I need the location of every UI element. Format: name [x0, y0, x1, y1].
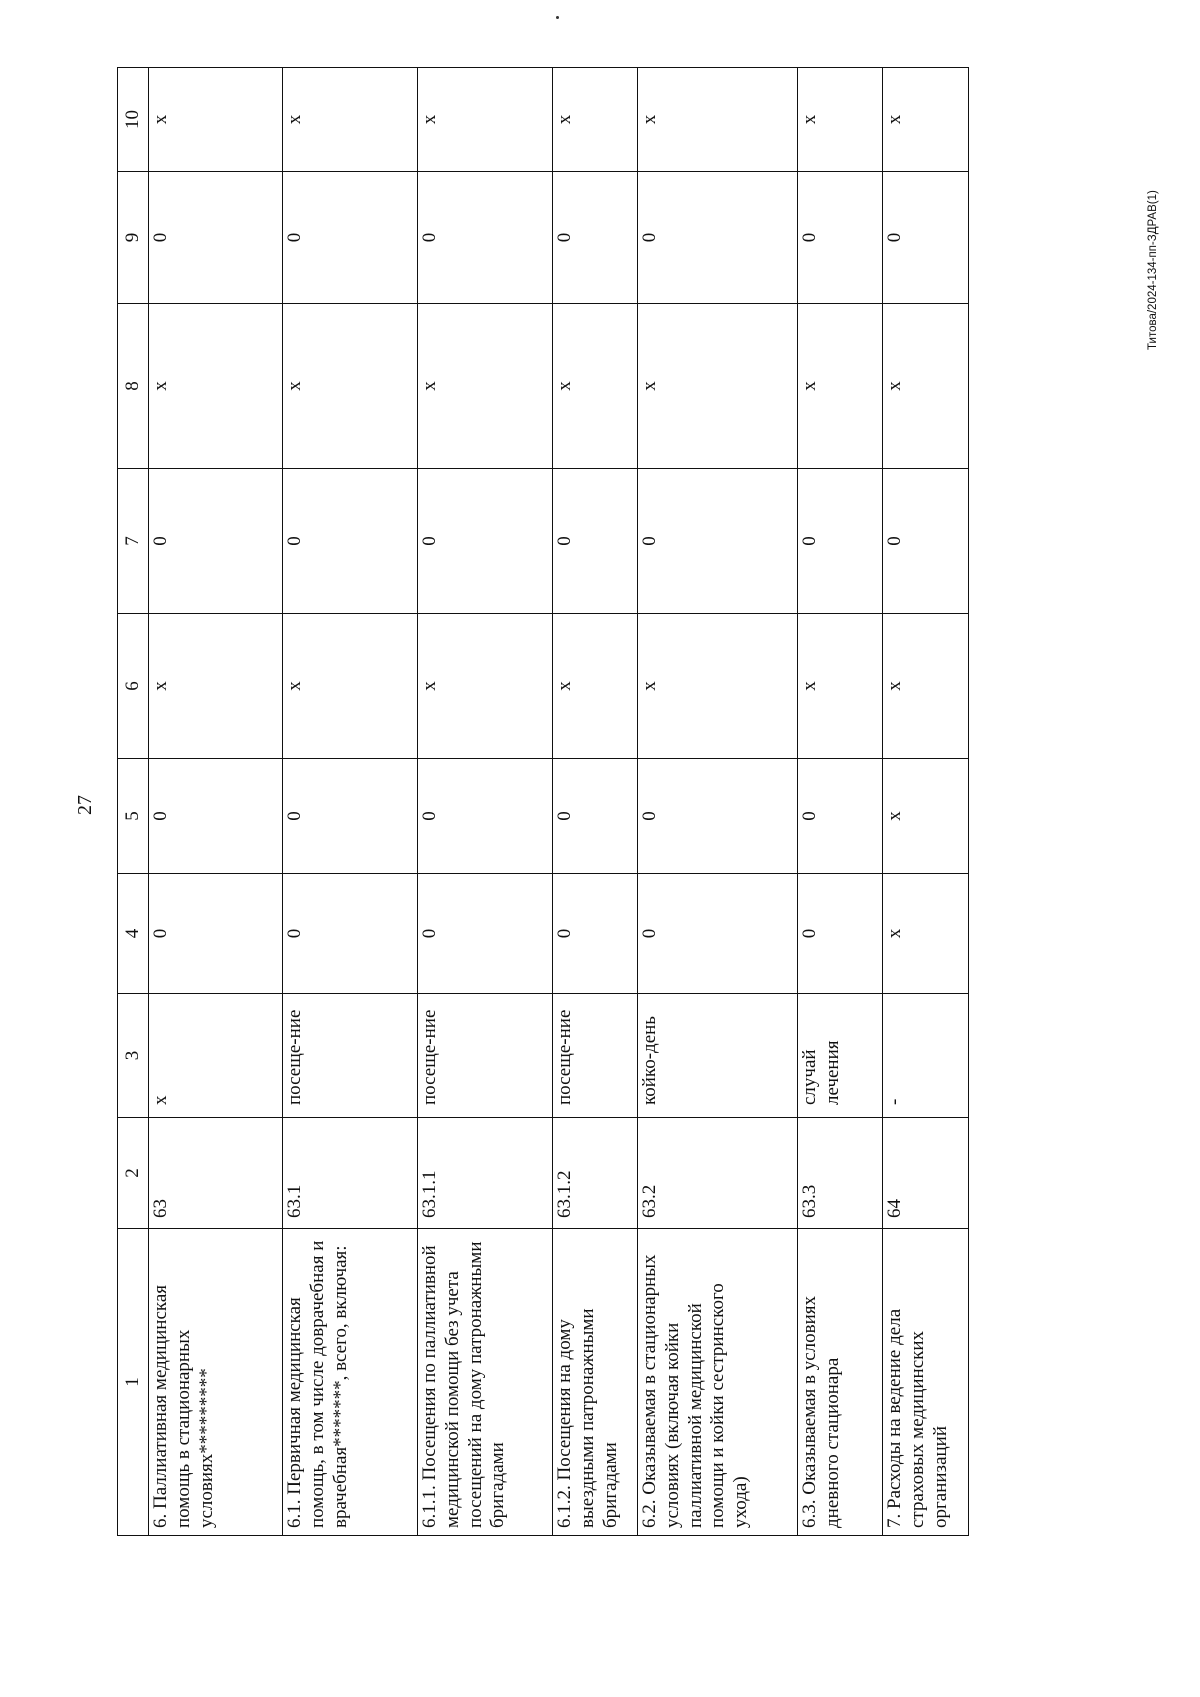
data-table	[117, 67, 969, 1536]
value-cell: 0	[553, 759, 638, 874]
value-cell: 0	[638, 874, 798, 994]
unit-cell: посеще-ние	[418, 994, 553, 1118]
value-cell: 0	[283, 469, 418, 614]
value-cell: 0	[418, 469, 553, 614]
row-code-cell: 63.1	[283, 1118, 418, 1229]
value-cell: 0	[553, 172, 638, 304]
value-cell: 0	[553, 469, 638, 614]
value-cell: x	[638, 614, 798, 759]
value-cell: x	[553, 68, 638, 172]
row-name-cell: 6.2. Оказываемая в стационарных условиях (включая койки паллиативной медицинской помощи и койки сестринского ухода)	[638, 1229, 798, 1536]
value-cell: x	[883, 874, 969, 994]
value-cell: 0	[638, 759, 798, 874]
value-cell: x	[283, 304, 418, 469]
value-cell: x	[883, 614, 969, 759]
value-cell: 0	[883, 172, 969, 304]
value-cell: 0	[149, 874, 283, 994]
row-name-cell: 6.1.1. Посещения по паллиативной медицинской помощи без учета посещений на дому патронажными бригадами	[418, 1229, 553, 1536]
value-cell: 0	[418, 759, 553, 874]
value-cell: x	[418, 614, 553, 759]
row-code-cell: 63.1.2	[553, 1118, 638, 1229]
value-cell: x	[149, 304, 283, 469]
value-cell: 0	[638, 172, 798, 304]
value-cell: 0	[553, 874, 638, 994]
value-cell: x	[553, 304, 638, 469]
header-cell: 1	[118, 1229, 149, 1536]
table-row	[638, 68, 798, 1536]
value-cell: 0	[149, 759, 283, 874]
row-code-cell: 63.1.1	[418, 1118, 553, 1229]
header-cell: 4	[118, 874, 149, 994]
value-cell: 0	[798, 874, 883, 994]
value-cell: x	[418, 304, 553, 469]
value-cell: 0	[798, 172, 883, 304]
table-row	[283, 68, 418, 1536]
header-cell: 6	[118, 614, 149, 759]
value-cell: x	[798, 68, 883, 172]
value-cell: 0	[798, 469, 883, 614]
header-cell: 2	[118, 1118, 149, 1229]
value-cell: 0	[638, 469, 798, 614]
header-cell: 3	[118, 994, 149, 1118]
value-cell: 0	[283, 172, 418, 304]
value-cell: x	[883, 759, 969, 874]
table-row	[149, 68, 283, 1536]
value-cell: 0	[149, 469, 283, 614]
row-code-cell: 64	[883, 1118, 969, 1229]
value-cell: 0	[883, 469, 969, 614]
unit-cell: посеще-ние	[553, 994, 638, 1118]
value-cell: x	[638, 304, 798, 469]
value-cell: x	[283, 68, 418, 172]
unit-cell: случай лечения	[798, 994, 883, 1118]
unit-cell: x	[149, 994, 283, 1118]
row-name-cell: 6.1.2. Посещения на дому выездными патронажными бригадами	[553, 1229, 638, 1536]
unit-cell: посеще-ние	[283, 994, 418, 1118]
value-cell: 0	[798, 759, 883, 874]
table-row	[553, 68, 638, 1536]
row-code-cell: 63	[149, 1118, 283, 1229]
value-cell: x	[798, 304, 883, 469]
row-name-cell: 7. Расходы на ведение дела страховых медицинских организаций	[883, 1229, 969, 1536]
table-row	[883, 68, 969, 1536]
table-row	[798, 68, 883, 1536]
scan-speck	[556, 16, 559, 19]
document-code: Титова/2024-134-пп-ЗДРАВ(1)	[1147, 190, 1159, 350]
header-cell: 5	[118, 759, 149, 874]
table-row	[418, 68, 553, 1536]
header-cell: 9	[118, 172, 149, 304]
value-cell: 0	[418, 874, 553, 994]
rotated-table-frame	[117, 68, 1009, 1536]
value-cell: x	[553, 614, 638, 759]
value-cell: x	[283, 614, 418, 759]
header-cell: 10	[118, 68, 149, 172]
header-cell: 8	[118, 304, 149, 469]
unit-cell: -	[883, 994, 969, 1118]
value-cell: 0	[418, 172, 553, 304]
row-code-cell: 63.3	[798, 1118, 883, 1229]
value-cell: x	[798, 614, 883, 759]
row-name-cell: 6.1. Первичная медицинская помощь, в том числе доврачебная и врачебная*******, всего, включая:	[283, 1229, 418, 1536]
row-name-cell: 6.3. Оказываемая в условиях дневного стационара	[798, 1229, 883, 1536]
header-cell: 7	[118, 469, 149, 614]
value-cell: 0	[283, 759, 418, 874]
unit-cell: койко-день	[638, 994, 798, 1118]
value-cell: x	[883, 68, 969, 172]
row-name-cell: 6. Паллиативная медицинская помощь в стационарных условиях*********	[149, 1229, 283, 1536]
value-cell: 0	[149, 172, 283, 304]
table-container	[117, 68, 1009, 1536]
value-cell: x	[418, 68, 553, 172]
value-cell: x	[149, 614, 283, 759]
value-cell: x	[883, 304, 969, 469]
row-code-cell: 63.2	[638, 1118, 798, 1229]
value-cell: x	[638, 68, 798, 172]
header-row	[118, 68, 149, 1536]
value-cell: x	[149, 68, 283, 172]
page-number: 27	[74, 795, 96, 815]
value-cell: 0	[283, 874, 418, 994]
